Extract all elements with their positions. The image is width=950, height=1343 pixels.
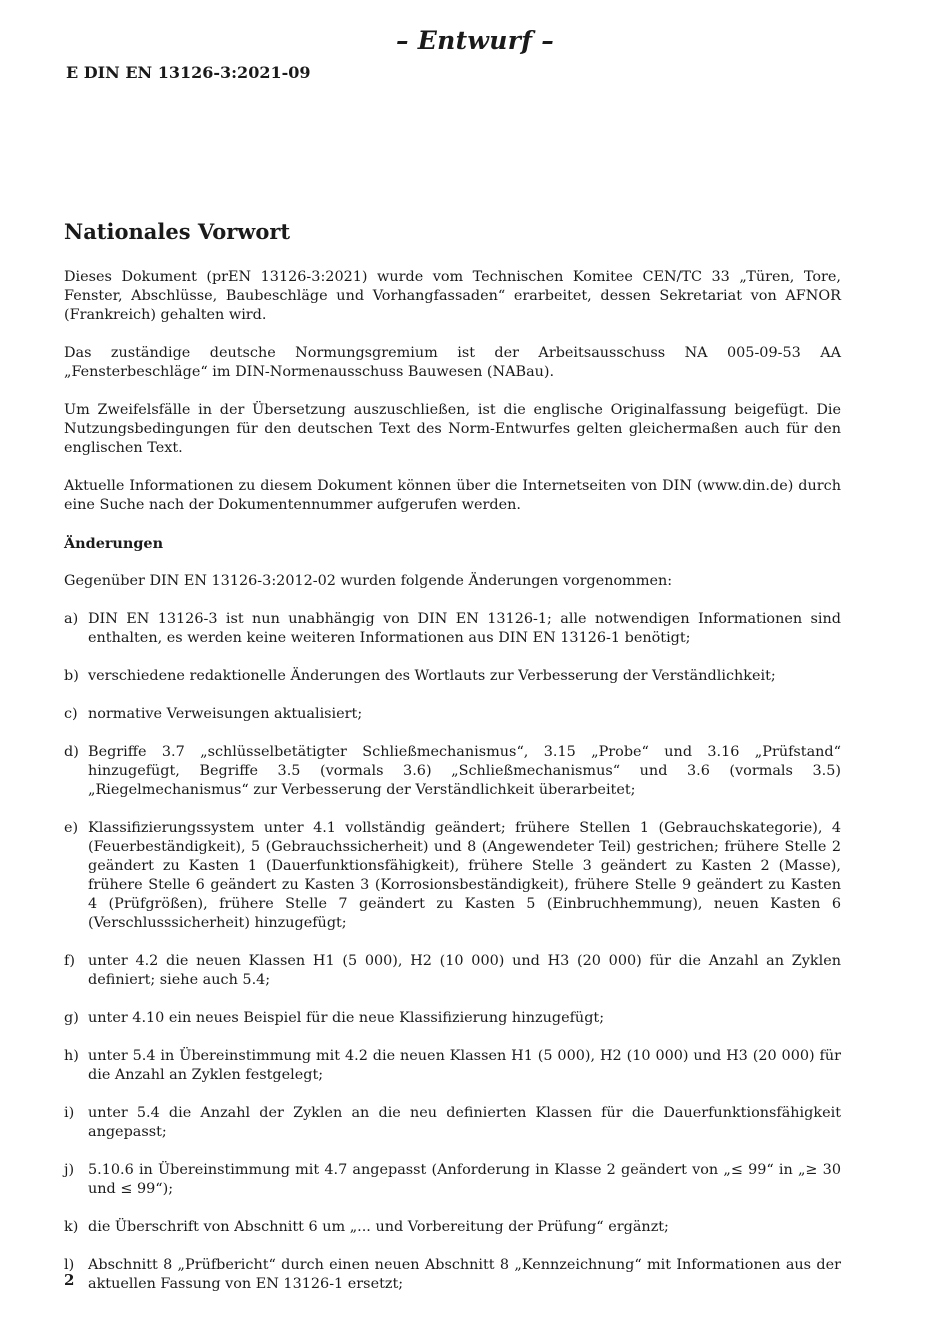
list-item-text: verschiedene redaktionelle Änderungen des Wortlauts zur Verbesserung der Verständlichkeit; [88,668,776,684]
list-item [64,1009,841,1028]
paragraph: Um Zweifelsfälle in der Übersetzung auszuschließen, ist die englische Originalfassung beigefügt. Die Nutzungsbedingungen für den deutschen Text des Norm-Entwurfes gelten gleichermaßen auch für den englischen Text. [64,402,841,456]
list-item [64,1161,841,1199]
page-number: 2 [64,1271,75,1289]
list-marker: a) [64,611,79,627]
list-item [64,952,841,990]
list-marker: l) [64,1257,75,1273]
list-marker: c) [64,706,78,722]
list-item-text: unter 4.2 die neuen Klassen H1 (5 000), H2 (10 000) und H3 (20 000) für die Anzahl an Zyklen definiert; siehe auch 5.4; [88,953,841,988]
paragraph: Aktuelle Informationen zu diesem Dokument können über die Internetseiten von DIN (www.din.de) durch eine Suche nach der Dokumentennummer aufgerufen werden. [64,478,841,513]
list-item [64,1256,841,1294]
changes-list [64,610,841,1294]
list-item [64,1047,841,1085]
list-item [64,705,841,724]
paragraph: Dieses Dokument (prEN 13126-3:2021) wurde vom Technischen Komitee CEN/TC 33 „Türen, Tore, Fenster, Abschlüsse, Baubeschläge und Vorhangfassaden“ erarbeitet, dessen Sekretariat von AFNOR (Frankreich) gehalten wird. [64,269,841,323]
list-item [64,1104,841,1142]
changes-heading: Änderungen [64,535,164,552]
list-marker: e) [64,820,79,836]
list-marker: k) [64,1219,79,1235]
document-id: E DIN EN 13126-3:2021-09 [66,63,311,82]
foreword-section [64,218,841,1313]
list-marker: g) [64,1010,79,1026]
list-item-text: die Überschrift von Abschnitt 6 um „... und Vorbereitung der Prüfung“ ergänzt; [88,1219,669,1235]
list-marker: d) [64,744,79,760]
list-item [64,819,841,933]
list-item-text: 5.10.6 in Übereinstimmung mit 4.7 angepasst (Anforderung in Klasse 2 geändert von „≤ 99“ in „≥ 30 und ≤ 99“); [88,1162,841,1197]
section-title: Nationales Vorwort [64,219,291,244]
list-marker: j) [64,1162,75,1178]
list-item-text: Begriffe 3.7 „schlüsselbetätigter Schließmechanismus“, 3.15 „Probe“ und 3.16 „Prüfstand“ hinzugefügt, Begriffe 3.5 (vormals 3.6) „Schließmechanismus“ und 3.6 (vormals 3.5) „Riegelmechanismus“ zur Verbesserung der Verständlichkeit überarbeitet; [88,744,841,798]
list-item-text: unter 5.4 in Übereinstimmung mit 4.2 die neuen Klassen H1 (5 000), H2 (10 000) und H3 (20 000) für die Anzahl an Zyklen festgelegt; [88,1048,841,1083]
list-marker: b) [64,668,79,684]
list-item [64,743,841,800]
draft-banner: – Entwurf – [395,26,555,55]
list-marker: f) [64,953,75,969]
list-item-text: unter 4.10 ein neues Beispiel für die neue Klassifizierung hinzugefügt; [88,1010,605,1026]
changes-intro: Gegenüber DIN EN 13126-3:2012-02 wurden folgende Änderungen vorgenommen: [64,573,673,589]
list-item-text: Klassifizierungssystem unter 4.1 vollständig geändert; frühere Stellen 1 (Gebrauchskategorie), 4 (Feuerbeständigkeit), 5 (Gebrauchssicherheit) und 8 (Angewendeter Teil) gestrichen; frühere Stelle 2 geändert zu Kasten 1 (Dauerfunktionsfähigkeit), frühere Stelle 3 geändert zu Kasten 2 (Masse), frühere Stelle 6 geändert zu Kasten 3 (Korrosionsbeständigkeit), frühere Stelle 9 geändert zu Kasten 4 (Prüfgrößen), frühere Stelle 7 geändert zu Kasten 5 (Einbruchhemmung), neuen Kasten 6 (Verschlusssicherheit) hinzugefügt; [88,820,841,931]
list-marker: i) [64,1105,75,1121]
list-item-text: normative Verweisungen aktualisiert; [88,706,363,722]
list-item-text: unter 5.4 die Anzahl der Zyklen an die neu definierten Klassen für die Dauerfunktionsfähigkeit angepasst; [88,1105,841,1140]
list-item-text: DIN EN 13126-3 ist nun unabhängig von DIN EN 13126-1; alle notwendigen Informationen sind enthalten, es werden keine weiteren Informationen aus DIN EN 13126-1 benötigt; [88,611,841,646]
list-item-text: Abschnitt 8 „Prüfbericht“ durch einen neuen Abschnitt 8 „Kennzeichnung“ mit Informationen aus der aktuellen Fassung von EN 13126-1 ersetzt; [88,1257,841,1292]
paragraph: Das zuständige deutsche Normungsgremium ist der Arbeitsausschuss NA 005-09-53 AA „Fensterbeschläge“ im DIN-Normenausschuss Bauwesen (NABau). [64,345,841,380]
list-item [64,667,841,686]
list-item [64,1218,841,1237]
list-item [64,610,841,648]
list-marker: h) [64,1048,79,1064]
